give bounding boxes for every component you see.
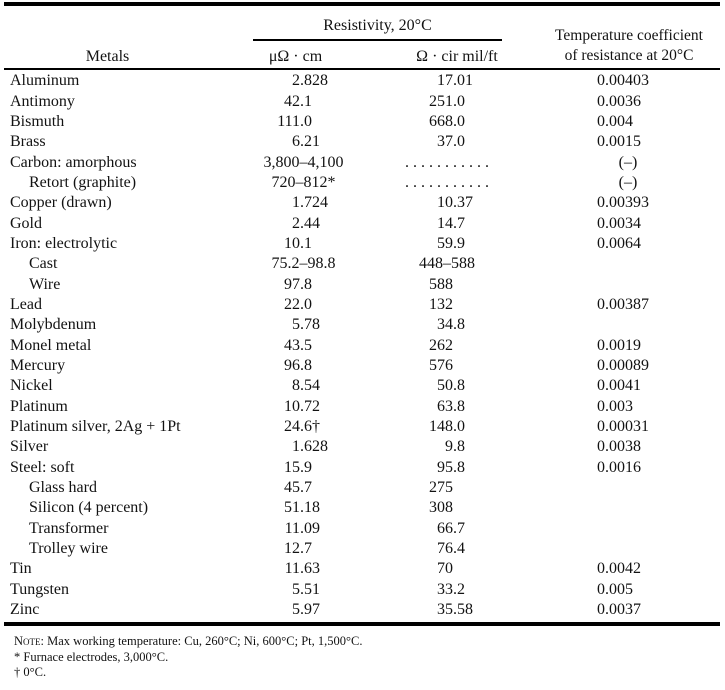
table-row	[0, 71, 725, 91]
tempco-value: 0 .0036	[597, 92, 641, 110]
uohm-cm-value: 10 .1	[284, 234, 312, 252]
tempco-value: 0 .005	[597, 580, 633, 598]
metal-name: Nickel	[10, 377, 53, 395]
ohm-cirmil-value: 50 .8	[437, 377, 465, 395]
tempco-value: 0 .00403	[597, 72, 649, 90]
ohm-cirmil-value: 37 .0	[437, 133, 465, 151]
ohm-cirmil-value: . . . . . . . . . . .	[405, 173, 489, 191]
ohm-cirmil-value: 262	[429, 336, 453, 354]
metal-name: Glass hard	[29, 479, 97, 497]
metal-name: Molybdenum	[10, 316, 97, 334]
metal-name: Lead	[10, 295, 42, 313]
table-row	[0, 458, 725, 478]
uohm-cm-value: 11 .63	[284, 560, 320, 578]
table-row	[0, 376, 725, 396]
ohm-cirmil-value: 33 .2	[437, 580, 465, 598]
uohm-cm-value: 97 .8	[284, 275, 312, 293]
tempco-value: 0 .0015	[597, 133, 641, 151]
ohm-cirmil-value: 66 .7	[437, 519, 465, 537]
ohm-cirmil-value: 17 .01	[437, 72, 473, 90]
tempco-header-line2: of resistance at 20°C	[564, 47, 694, 64]
uohm-cm-value: 1 .628	[292, 438, 328, 456]
note-label: Note	[14, 634, 41, 648]
tempco-value: 0 .00089	[597, 356, 649, 374]
table-header	[0, 6, 725, 68]
table-row	[0, 600, 725, 620]
table-row	[0, 437, 725, 457]
tempco-value: 0 .0016	[597, 458, 641, 476]
ohm-cirmil-value: 76 .4	[437, 540, 465, 558]
ohm-cirmil-value: 275	[429, 479, 453, 497]
ohm-cirmil-value: 576	[429, 356, 453, 374]
ohm-cirmil-value: 14 .7	[437, 214, 465, 232]
metal-name: Steel: soft	[10, 458, 75, 476]
table-row	[0, 112, 725, 132]
uohm-cm-value: 8 .54	[292, 377, 320, 395]
ohm-cirmil-value: 10 .37	[437, 194, 473, 212]
uohm-cm-value: 22 .0	[284, 295, 312, 313]
uohm-cm-value: 75.2–98.8	[271, 255, 336, 273]
ohm-cirmil-value: . . . . . . . . . . .	[405, 153, 489, 171]
ohm-cirmil-value: 95 .8	[437, 458, 465, 476]
ohm-cirmil-column-header: Ω · cir mil/ft	[416, 48, 498, 65]
table-row	[0, 356, 725, 376]
metal-name: Silicon (4 percent)	[29, 499, 149, 517]
tempco-value: 0 .00393	[597, 194, 649, 212]
footnote-dagger: † 0°C.	[14, 665, 47, 679]
uohm-cm-value: 5 .97	[292, 601, 320, 619]
ohm-cirmil-value: 70	[437, 560, 453, 578]
table-row	[0, 498, 725, 518]
table-row	[0, 335, 725, 355]
footnotes	[14, 634, 362, 681]
metal-name: Transformer	[29, 519, 109, 537]
table-row	[0, 539, 725, 559]
uohm-cm-value: 5 .78	[292, 316, 320, 334]
uohm-cm-value: 96 .8	[284, 356, 312, 374]
metals-column-header: Metals	[85, 48, 130, 65]
metal-name: Platinum	[10, 397, 68, 415]
table-row	[0, 193, 725, 213]
metal-name: Retort (graphite)	[29, 173, 137, 191]
header-bottom-rule	[4, 68, 720, 70]
note-text: : Max working temperature: Cu, 260°C; Ni, 600°C; Pt, 1,500°C.	[40, 634, 363, 648]
ohm-cirmil-value: 35 .58	[437, 601, 473, 619]
table-row	[0, 213, 725, 233]
table-row	[0, 274, 725, 294]
table-row	[0, 397, 725, 417]
table-row	[0, 559, 725, 579]
tempco-header-line1: Temperature coefficient	[555, 27, 703, 44]
metal-name: Antimony	[10, 92, 75, 110]
metal-name: Platinum silver, 2Ag + 1Pt	[10, 418, 181, 436]
resistivity-spanner-rule	[253, 39, 502, 41]
ohm-cirmil-value: 668 .0	[429, 112, 465, 130]
uohm-cm-value: 24 .6†	[284, 418, 320, 436]
tempco-value: (–)	[618, 153, 638, 171]
resistivity-group-header: Resistivity, 20°C	[323, 17, 432, 34]
tempco-value: 0 .00387	[597, 295, 649, 313]
metal-name: Cast	[29, 255, 58, 273]
tempco-value: 0 .0042	[597, 560, 641, 578]
metal-name: Tin	[10, 560, 32, 578]
table-body	[0, 71, 725, 620]
ohm-cirmil-value: 132	[429, 295, 453, 313]
ohm-cirmil-value: 588	[429, 275, 453, 293]
metal-name: Monel metal	[10, 336, 92, 354]
table-row	[0, 519, 725, 539]
table-row	[0, 295, 725, 315]
tempco-value: 0 .004	[597, 112, 633, 130]
metal-name: Gold	[10, 214, 42, 232]
metal-name: Brass	[10, 133, 46, 151]
metal-name: Carbon: amorphous	[10, 153, 137, 171]
uohm-cm-value: 1 .724	[292, 194, 328, 212]
metal-name: Iron: electrolytic	[10, 234, 118, 252]
footnote-note	[14, 634, 362, 650]
tempco-value: 0 .0041	[597, 377, 641, 395]
uohm-cm-column-header: μΩ · cm	[268, 48, 323, 65]
metal-name: Copper (drawn)	[10, 194, 112, 212]
uohm-cm-value: 51 .18	[284, 499, 320, 517]
table-row	[0, 173, 725, 193]
metal-name: Aluminum	[10, 72, 80, 90]
tempco-value: 0 .0037	[597, 601, 641, 619]
table-row	[0, 478, 725, 498]
uohm-cm-value: 6 .21	[292, 133, 320, 151]
uohm-cm-value: 12 .7	[284, 540, 312, 558]
metal-name: Zinc	[10, 601, 40, 619]
tempco-value: (–)	[618, 173, 638, 191]
table-row	[0, 234, 725, 254]
metal-name: Trolley wire	[29, 540, 108, 558]
tempco-value: 0 .003	[597, 397, 633, 415]
ohm-cirmil-value: 59 .9	[437, 234, 465, 252]
uohm-cm-value: 2 .828	[292, 72, 328, 90]
uohm-cm-value: 10 .72	[284, 397, 320, 415]
table-row	[0, 132, 725, 152]
uohm-cm-value: 3,800–4,100	[263, 153, 344, 171]
metal-name: Wire	[29, 275, 61, 293]
metal-name: Mercury	[10, 356, 66, 374]
ohm-cirmil-value: 448–588	[419, 255, 475, 273]
uohm-cm-value: 2 .44	[292, 214, 320, 232]
metal-name: Tungsten	[10, 580, 69, 598]
table-row	[0, 580, 725, 600]
tempco-column-header	[533, 26, 725, 66]
uohm-cm-value: 43 .5	[284, 336, 312, 354]
uohm-cm-value: 42 .1	[284, 92, 312, 110]
uohm-cm-value: 720–812*	[271, 173, 336, 191]
ohm-cirmil-value: 34 .8	[437, 316, 465, 334]
ohm-cirmil-value: 63 .8	[437, 397, 465, 415]
tempco-value: 0 .0064	[597, 234, 641, 252]
ohm-cirmil-value: 251 .0	[429, 92, 465, 110]
uohm-cm-value: 11 .09	[284, 519, 320, 537]
tempco-value: 0 .0038	[597, 438, 641, 456]
table-row	[0, 315, 725, 335]
tempco-value: 0 .0019	[597, 336, 641, 354]
ohm-cirmil-value: 308	[429, 499, 453, 517]
bottom-rule	[4, 622, 720, 626]
tempco-value: 0 .0034	[597, 214, 641, 232]
ohm-cirmil-value: 9 .8	[445, 438, 465, 456]
uohm-cm-value: 111 .0	[277, 112, 312, 130]
uohm-cm-value: 5 .51	[292, 580, 320, 598]
footnote-asterisk: * Furnace electrodes, 3,000°C.	[14, 649, 169, 664]
table-row	[0, 417, 725, 437]
table-row	[0, 91, 725, 111]
metal-name: Bismuth	[10, 112, 65, 130]
uohm-cm-value: 15 .9	[284, 458, 312, 476]
uohm-cm-value: 45 .7	[284, 479, 312, 497]
table-row	[0, 152, 725, 172]
ohm-cirmil-value: 148 .0	[429, 418, 465, 436]
metal-name: Silver	[10, 438, 49, 456]
table-row	[0, 254, 725, 274]
tempco-value: 0 .00031	[597, 418, 649, 436]
